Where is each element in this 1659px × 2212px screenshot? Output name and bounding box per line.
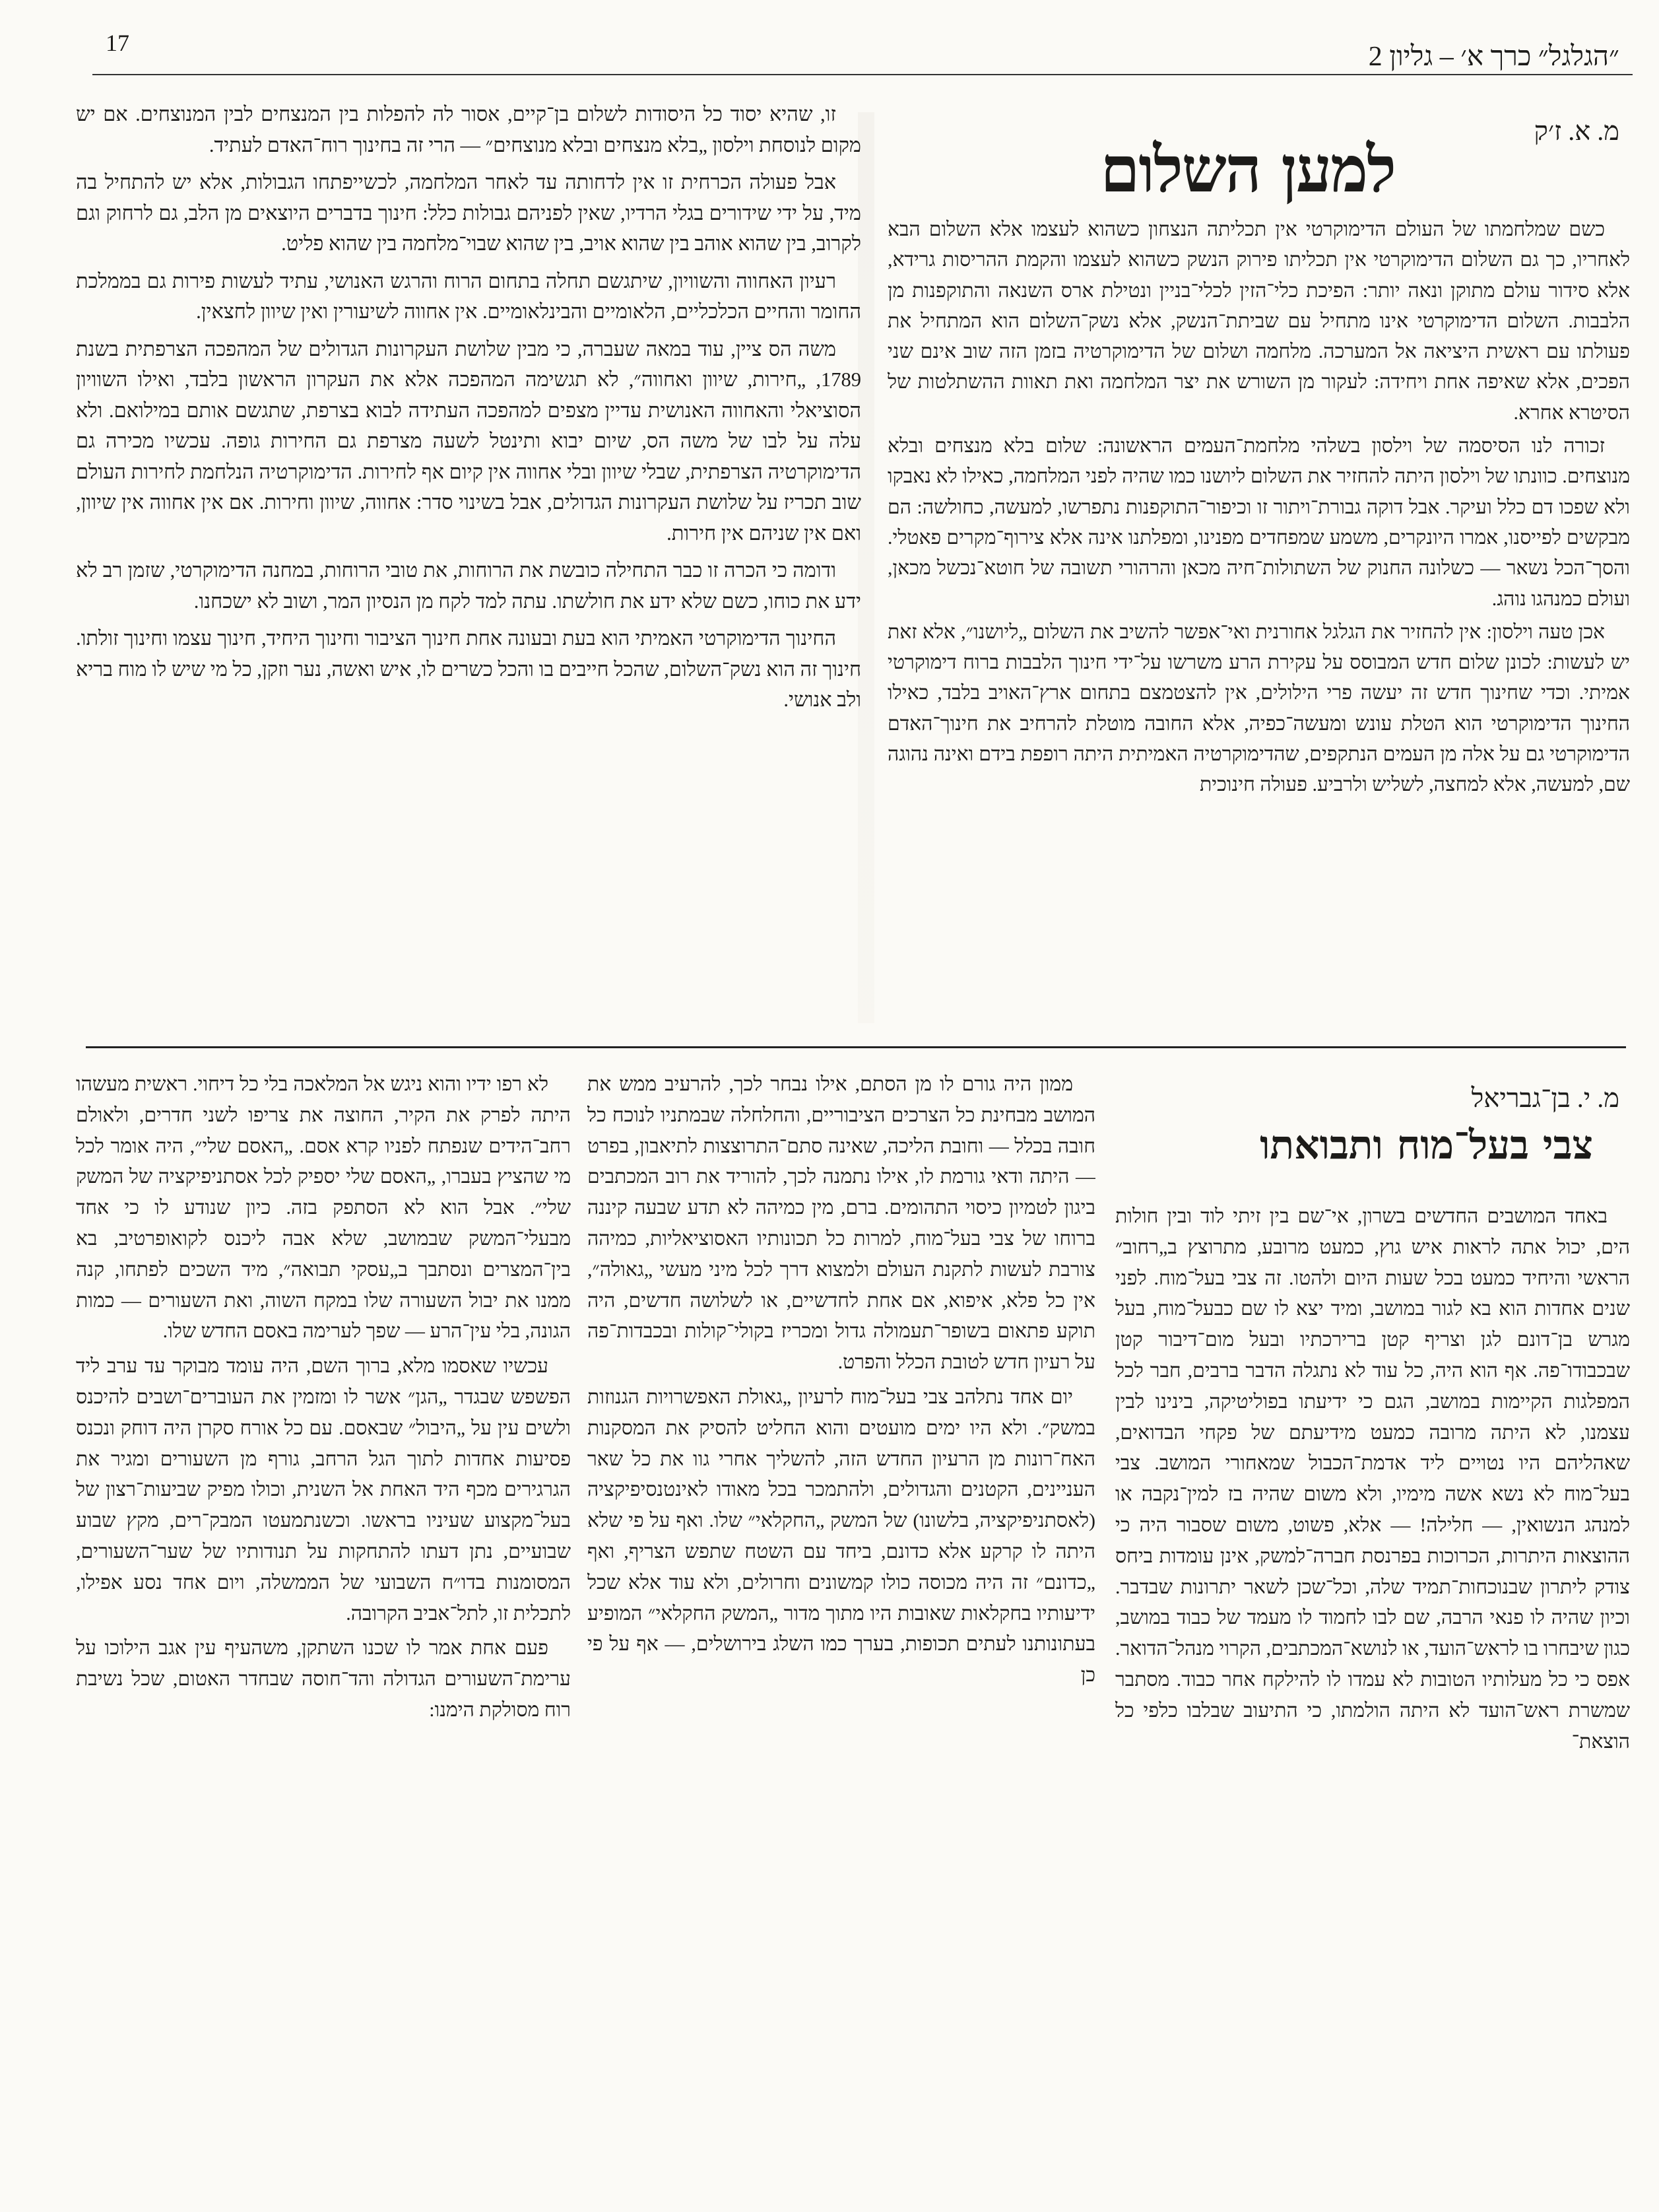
article1-paragraph: כשם שמלחמתו של העולם הדימוקרטי אין תכליתה הנצחון כשהוא לעצמו אלא השלום הבא לאחריו, כך גם השלום הדימוקרטי אין תכליתו פירוק הנשק כשהוא לעצמו והקמת ההריסות גרידא, אלא סידור עולם מתוקן ונאה יותר: הפיכת כלי־הזין לכלי־בניין ונטילת ארס השנאה והתוקפנות מן הלבבות. השלום הדימוקרטי אינו מתחיל עם שביתת־הנשק, אלא נשק־השלום הוא המתחיל את פעולתו עם ראשית היציאה אל המערכה. מלחמה ושלום של הדימוקרטיה בזמן הזה שוב אינם שני הפכים, אלא שאיפה אחת ויחידה: לעקור מן השורש את יצר המלחמה ואת תאוות ההשתלטות של הסיטרא אחרא. [888,218,1630,424]
article2-paragraph: יום אחד נתלהב צבי בעל־מוח לרעיון „גאולת האפשרויות הגנוזות במשק״. ולא היו ימים מועטים והוא החליט להסיק את המסקנות האח־רונות מן הרעיון החדש הזה, להשליך אחרי גוו את כל שאר העניינים, הקטנים והגדולים, ולהתמכר בכל מאודו לאינטנסיפיקציה (לאסתניפיקציה, בלשונו) של המשק „החקלאי״ שלו. ואף על פי שלא היתה לו קרקע אלא כדונם, ביחד עם השטח שתפש הצריף, ואף „כדונם״ זה היה מכוסה כולו קמשונים וחרולים, ולא עוד אלא שכל ידיעותיו בחקלאות שאובות היו מתוך מדור „המשק החקלאי״ המופיע בעתונותנו לעתים תכופות, בערך כמו השלג בירושלים, — אף על פי כן [587,1386,1095,1687]
article1-right-column [888,215,1630,1020]
article2-paragraph: באחד המושבים החדשים בשרון, אי־שם בין זיתי לוד ובין חולות הים, יכול אתה לראות איש גוץ, כמעט מרובע, מתרוצץ ב„רחוב״ הראשי והיחיד כמעט בכל שעות היום ולהטו. זה צבי בעל־מוח. לפני שנים אחדות הוא בא לגור במושב, ומיד יצא לו שם כבעל־מוח, בעל מגרש בן־דונם לגן וצריף קטן ברירכתיו ובעל מום־דיבור קטן שבכבודו־פה. אף הוא היה, כל עוד לא נתגלה הדבר ברבים, חבר לכל המפלגות הקיימות במושב, הגם כי ידיעתו בפוליטיקה, בינינו לבין עצמנו, לא היתה מרובה כמעט מידיעתם של פקחי הבדואים, שאהליהם היו נטויים ליד אדמת־הכבול שמאחורי המושב. צבי בעל־מוח לא נשא אשה מימיו, ולא משום שהיה בז למין־נקבה או למנהג הנשואין, — חלילה! — אלא, פשוט, משום שסבור היה כי ההוצאות היתרות, הכרוכות בפרנסת חברה־למשק, אינן עומדות ביחס צודק ליתרון שבנוכחות־תמיד שלה, וכל־שכן לשאר יתרונות שבדבר. וכיון שהיה לו פנאי הרבה, שם לבו לחמוד לו מעמד של כבוד במושב, כגון שיבחרו בו לראש־הועד, או לנושא־המכתבים, הקרוי מנהל־הדואר. אפס כי כל מעלותיו הטובות לא עמדו לו להילקח אחר כבוד. מסתבר שמשרת ראש־הועד לא היתה הולמתו, כי התיעוב שבלבו כלפי כל הוצאת־ [1115,1205,1630,1753]
article2-paragraph: פעם אחת אמר לו שכנו השתקן, משהעיף עין אגב הילוכו על ערימת־השעורים הגדולה והד־חוסה שבחדר האטום, שכל נשיבת רוח מסולקת הימנו: [76,1637,571,1721]
article1-left-column [76,99,861,1017]
article1-paragraph: זכורה לנו הסיסמה של וילסון בשלהי מלחמת־העמים הראשונה: שלום בלא מנצחים ובלא מנוצחים. כוונתו של וילסון היתה להחזיר את השלום ליושנו כמו שהיה לפני המלחמה, כאילו לא נאבקו ולא שפכו דם כלל ועיקר. אבל דוקה גבורת־ויתור זו וכיפור־התוקפנות נתפרשו, למעשה, כחולשה: הם מבקשים לפייסנו, אמרו היונקרים, משמע שמפחדים מפנינו, ומפלתנו אינה אלא צירוף־מקרים פאטלי. והסך־הכל נשאר — כשלונה החנוק של השתולות־חיה מכאן והרהורי תשובה של חוטא־נכשל מכאן, ועולם כמנהגו נוהג. [888,435,1630,610]
article1-paragraph: ודומה כי הכרה זו כבר התחילה כובשת את הרוחות, את טובי הרוחות, במחנה הדימוקרטי, שזמן רב לא ידע את כוחו, כשם שלא ידע את חולשתו. עתה למד לקח מן הנסיון המר, ושוב לא ישכחנו. [76,559,861,613]
article2-byline: מ. י. בן־גבריאל [1471,1083,1619,1113]
article2-paragraph: לא רפו ידיו והוא ניגש אל המלאכה בלי כל דיחוי. ראשית מעשהו היתה לפרק את הקיר, החוצה את צריפו לשני חדרים, ולאולם רחב־הידים שנפתח לפניו קרא אסם. „האסם שלי״, היה אומר לכל מי שהציץ בעברו, „האסם שלי יספיק לכל אסתניפיקציה של המשק שלי״. אבל הוא לא הסתפק בזה. כיון שנודע לו כי אחד מבעלי־המשק שבמושב, שלא אבה ליכנס לקואופרטיב, בא בין־המצרים ונסתבך ב„עסקי תבואה״, מיד השכים לפתחו, קנה ממנו את יבול השעורה שלו במקח השוה, ואת השעורים — כמות הגונה, בלי עין־הרע — שפך לערימה באסם החדש שלו. [76,1073,571,1343]
header-rule [92,74,1633,75]
article2-paragraph: ממון היה גורם לו מן הסתם, אילו נבחר לכך, להרעיב ממש את המושב מבחינת כל הצרכים הציבוריים, והחלחלה שבמתניו לנוכח כל חובה בכלל — וחובת הליכה, שאינה סתם־התרוצצות לתיאבון, בפרט — היתה ודאי גורמת לו, אילו נתמנה לכך, להוריד את רוב המכתבים ביגון לטמיון כיסוי התהומים. ברם, מין כמיהה לא תדע שבעה קיננה ברוחו של צבי בעל־מוח, למרות כל תכונותיו האסוציאליות, כמיהה צורבת לעשות לתקנת העולם ולמצוא דרך לכל מיני מעשי „גאולה״, אין כל פלא, איפוא, אם אחת לחדשיים, או לשלושה חדשים, היה תוקע פתאום בשופר־תעמולה גדול ומכריז בקולי־קולות ובכבדות־פה על רעיון חדש לטובת הכלל והפרט. [587,1073,1095,1374]
article1-byline: מ. א. ז׳ק [1534,116,1619,146]
article2-column-right [1115,1201,1630,2198]
article1-paragraph: אבל פעולה הכרחית זו אין לדחותה עד לאחר המלחמה, לכשייפתחו הגבולות, אלא יש להתחיל בה מיד, על ידי שידורים בגלי הרדיו, שאין לפניהם גבולות כלל: חינוך בדברים היוצאים מן הלב, גם לרחוק וגם לקרוב, בין שהוא אוהב בין שהוא אויב, בין שהוא שבוי־מלחמה בין שהוא פליט. [76,171,861,255]
article1-title: למען השלום [1100,132,1395,207]
article1-paragraph: משה הס ציין, עוד במאה שעברה, כי מבין שלושת העקרונות הגדולים של המהפכה הצרפתית בשנת 1789, „חירות, שיוון ואחווה״, לא תגשימה המהפכה אלא את העקרון הראשון בלבד, ואילו השוויון הסוציאלי והאחווה האנושית עדיין מצפים למהפכה העתידה לבוא בצרפת, שתגשם אותם במילואם. ולא עלה על לבו של משה הס, שיום יבוא ותינטל לשעה מצרפת גם החירות גופה. עכשיו מכירה גם הדימוקרטיה הצרפתית, שבלי שיוון ובלי אחווה אין קיום אף לחירות. הדימוקרטיה הנלחמת לחירות העולם שוב תכריז על שלושת העקרונות הגדולים, אבל בשינוי סדר: אחווה, שיוון וחירות. אם אין אחווה אין שיוון, ואם אין שניהם אין חירות. [76,337,861,545]
article1-paragraph: אכן טעה וילסון: אין להחזיר את הגלגל אחורנית ואי־אפשר להשיב את השלום „ליושנו״, אלא זאת יש לעשות: לכונן שלום חדש המבוסס על עקירת הרע משרשו על־ידי חינוך הלבבות ברוח דימוקרטי אמיתי. וכדי שחינוך חדש זה יעשה פרי הילולים, אין להצטמצם בתחום ארץ־האויב בלבד, כאילו החינוך הדימוקרטי הוא הטלת עונש ומעשה־כפיה, אלא החובה מוטלת להרחיב את חינוך־האדם הדימוקרטי גם על אלה מן העמים הנתקפים, שהדימוקרטיה האמיתית היתה רופפת בידם ואינה נהוגה שם, למעשה, אלא למחצה, לשליש ולרביע. פעולה חינוכית [888,620,1630,796]
article1-paragraph: זו, שהיא יסוד כל היסודות לשלום בן־קיים, אסור לה להפלות בין המנצחים לבין המנוצחים. אם יש מקום לנוסחת וילסון „בלא מנצחים ובלא מנוצחים״ — הרי זה בחינוך רוח־האדם לעתיד. [76,103,861,156]
article-divider [86,1046,1626,1048]
page-number: 17 [106,30,129,56]
article2-paragraph: עכשיו שאסמו מלא, ברוך השם, היה עומד מבוקר עד ערב ליד הפשפש שבגדר „הגן״ אשר לו ומזמין את העוברים־ושבים להיכנס ולשים עין על „היבול״ שבאסם. עם כל אורח סקרן היה דוחק ונכנס פסיעות אחדות לתוך הגל הרחב, גורף מן השעורים ומגיר את הגרגירים מכף היד האחת אל השנית, וכולו מפיק שביעות־רצון של בעל־מקצוע שעיניו בראשו. וכשנתמעטו המבק־רים, מקץ שבוע שבועיים, נתן דעתו להתחקות על תנודותיו של שער־השעורים, המסומנות בדו״ח השבועי של הממשלה, ויום אחד נסע אפילו, לתכלית זו, לתל־אביב הקרובה. [76,1355,571,1625]
article2-column-middle [587,1069,1095,2198]
article1-paragraph: החינוך הדימוקרטי האמיתי הוא בעת ובעונה אחת חינוך הציבור וחינוך היחיד, חינוך עצמו וחינוך זולתו. חינוך זה הוא נשק־השלום, שהכל חייבים בו והכל כשרים לו, איש ואשה, נער וזקן, כל מי שיש לו מוח בריא ולב אנושי. [76,627,861,711]
article2-column-left [76,1069,571,2198]
running-head: ״הגלגל״ כרך א׳ – גליון 2 [1368,42,1619,72]
article1-paragraph: רעיון האחווה והשוויון, שיתגשם תחלה בתחום הרוח והרגש האנושי, עתיד לעשות פירות גם בממלכת החומר והחיים הכלכליים, הלאומיים והבינלאומיים. אין אחווה לשיעורין ואין שיוון לחצאין. [76,269,861,323]
article2-title: צבי בעל־מוח ותבואתו [1260,1122,1593,1168]
